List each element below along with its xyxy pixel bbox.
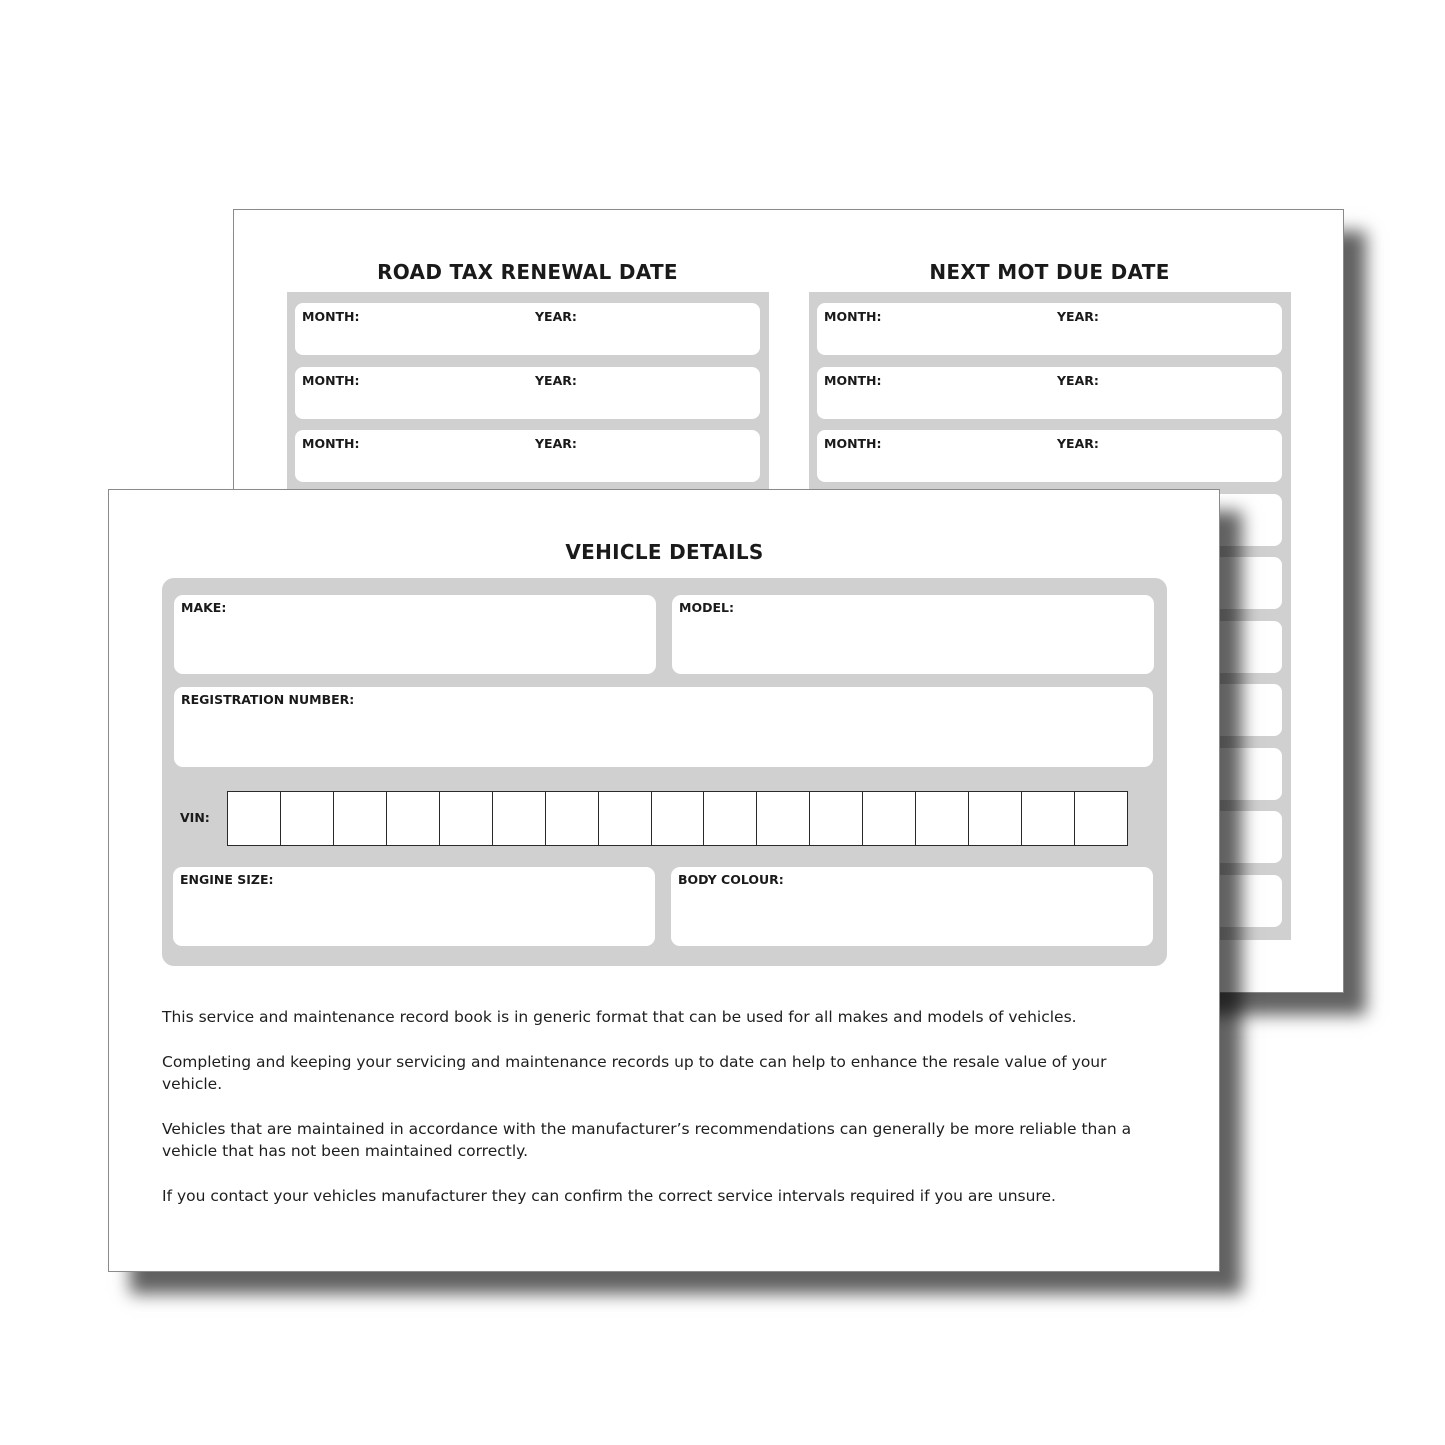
model-field[interactable] xyxy=(672,595,1154,674)
month-label: MONTH: xyxy=(302,309,360,324)
mot-row[interactable] xyxy=(817,303,1282,355)
model-label: MODEL: xyxy=(679,600,734,615)
road-tax-row[interactable] xyxy=(295,303,760,355)
road-tax-row[interactable] xyxy=(295,367,760,419)
make-label: MAKE: xyxy=(181,600,227,615)
vin-label: VIN: xyxy=(180,810,210,825)
note-paragraph: Vehicles that are maintained in accordance with the manufacturer’s recommendations can generally be more reliable than a vehicle that has not been maintained correctly. xyxy=(162,1119,1132,1160)
vin-char-box[interactable] xyxy=(334,792,387,845)
engine-size-label: ENGINE SIZE: xyxy=(180,872,274,887)
vin-char-box[interactable] xyxy=(281,792,334,845)
road-tax-row[interactable] xyxy=(295,430,760,482)
note-paragraph: If you contact your vehicles manufacturer they can confirm the correct service intervals required if you are unsure. xyxy=(162,1186,1056,1205)
vin-char-box[interactable] xyxy=(493,792,546,845)
note-paragraph: Completing and keeping your servicing and maintenance records up to date can help to enhance the resale value of your vehicle. xyxy=(162,1052,1107,1093)
note-paragraph: This service and maintenance record book is in generic format that can be used for all makes and models of vehicles. xyxy=(162,1008,1077,1026)
year-label: YEAR: xyxy=(535,309,577,324)
body-colour-field[interactable] xyxy=(671,867,1153,946)
vin-char-box[interactable] xyxy=(916,792,969,845)
year-label: YEAR: xyxy=(535,436,577,451)
month-label: MONTH: xyxy=(824,436,882,451)
vin-grid xyxy=(227,791,1128,846)
year-label: YEAR: xyxy=(1057,309,1099,324)
vin-char-box[interactable] xyxy=(810,792,863,845)
vin-char-box[interactable] xyxy=(704,792,757,845)
month-label: MONTH: xyxy=(824,309,882,324)
road-tax-title: ROAD TAX RENEWAL DATE xyxy=(377,260,678,284)
vin-char-box[interactable] xyxy=(969,792,1022,845)
mot-title: NEXT MOT DUE DATE xyxy=(929,260,1170,284)
registration-label: REGISTRATION NUMBER: xyxy=(181,692,355,707)
vin-char-box[interactable] xyxy=(599,792,652,845)
month-label: MONTH: xyxy=(302,373,360,388)
front-page xyxy=(108,489,1220,1272)
mot-row[interactable] xyxy=(817,367,1282,419)
year-label: YEAR: xyxy=(1057,373,1099,388)
mot-row[interactable] xyxy=(817,430,1282,482)
notes-section xyxy=(162,1006,1162,1229)
year-label: YEAR: xyxy=(1057,436,1099,451)
registration-field[interactable] xyxy=(174,687,1153,767)
year-label: YEAR: xyxy=(535,373,577,388)
vin-char-box[interactable] xyxy=(652,792,705,845)
vin-char-box[interactable] xyxy=(440,792,493,845)
vin-char-box[interactable] xyxy=(757,792,810,845)
vin-char-box[interactable] xyxy=(1075,792,1127,845)
vehicle-details-title: VEHICLE DETAILS xyxy=(565,540,764,564)
vin-char-box[interactable] xyxy=(387,792,440,845)
month-label: MONTH: xyxy=(302,436,360,451)
vin-char-box[interactable] xyxy=(863,792,916,845)
vin-char-box[interactable] xyxy=(228,792,281,845)
vin-char-box[interactable] xyxy=(1022,792,1075,845)
vin-char-box[interactable] xyxy=(546,792,599,845)
vehicle-details-panel xyxy=(162,578,1167,966)
body-colour-label: BODY COLOUR: xyxy=(678,872,784,887)
engine-size-field[interactable] xyxy=(173,867,655,946)
make-field[interactable] xyxy=(174,595,656,674)
month-label: MONTH: xyxy=(824,373,882,388)
